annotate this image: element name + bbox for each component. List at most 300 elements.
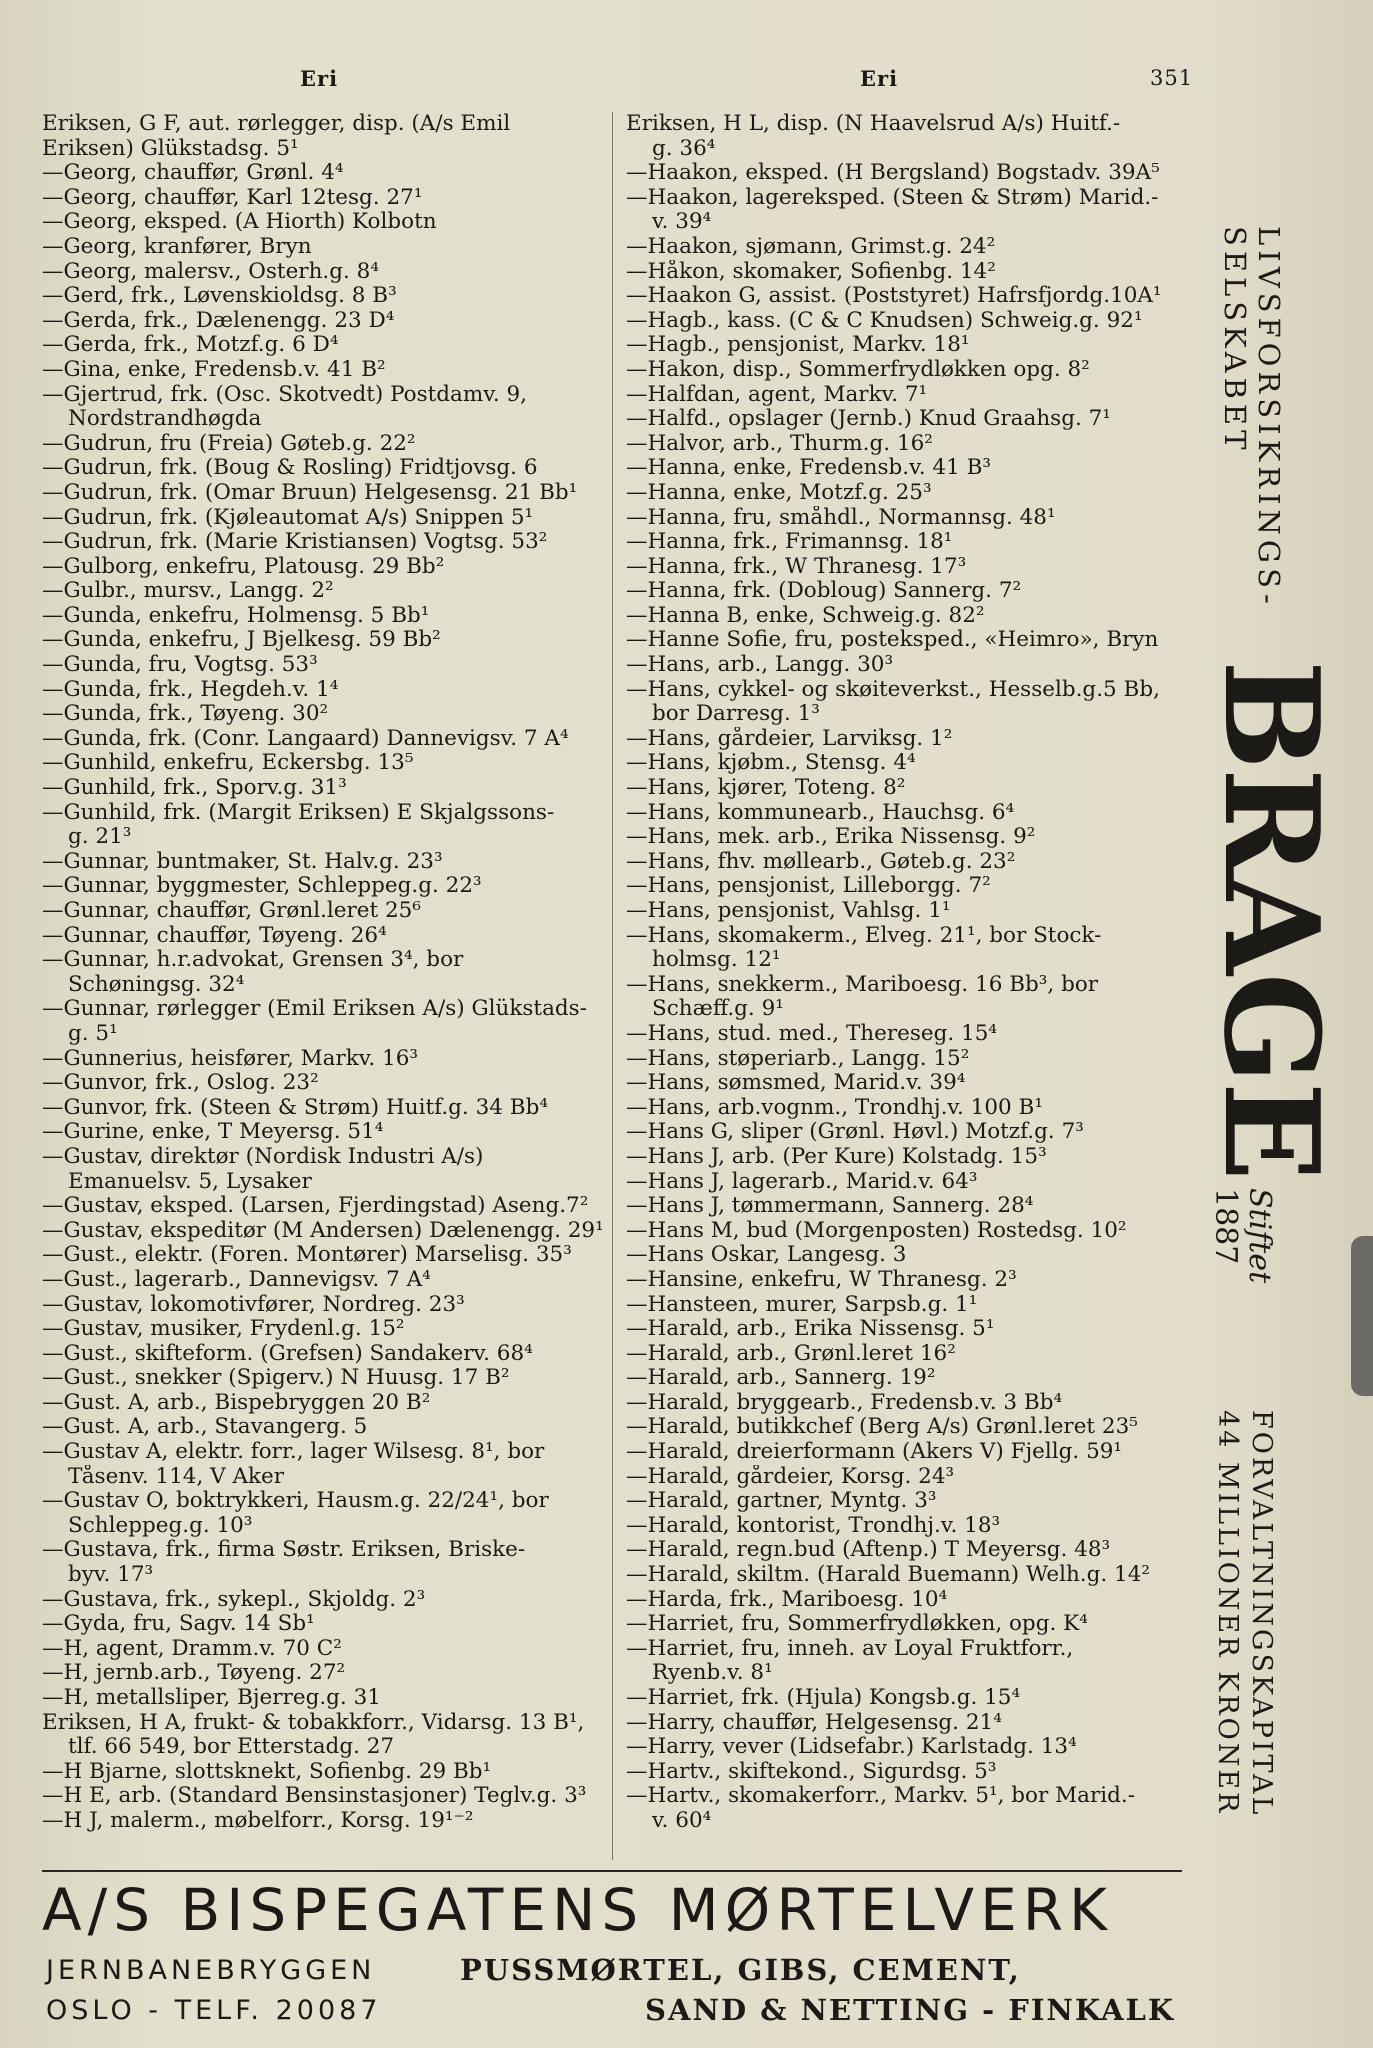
directory-entry-text: —Harald, kontorist, Trondhj.v. 18³: [626, 1513, 1001, 1538]
directory-entry-text: —Hans, støperiarb., Langg. 15²: [626, 1046, 970, 1071]
directory-entry-line: [42, 1514, 614, 1539]
directory-entry-text: —Harry, chauffør, Helgesensg. 21⁴: [626, 1710, 1002, 1735]
directory-entry-text: —Hanna, fru, småhdl., Normannsg. 48¹: [626, 505, 1056, 530]
directory-entry-text: —Hanna, enke, Fredensb.v. 41 B³: [626, 456, 991, 481]
directory-entry-text: —Gustava, frk., firma Søstr. Eriksen, Briske-: [42, 1538, 526, 1563]
directory-entry-line: [42, 481, 614, 506]
directory-entry-line: [42, 973, 614, 998]
directory-entry-line: [42, 850, 614, 875]
directory-entry-line: [626, 1514, 1188, 1539]
directory-entry-line: [626, 1047, 1188, 1072]
directory-entry-line: [42, 1440, 614, 1465]
sidebar-stiftet-label: Stiftet: [1242, 1188, 1277, 1284]
directory-entry-line: [626, 1219, 1188, 1244]
directory-entry-text: —Gunnar, chauffør, Grønl.leret 25⁶: [42, 899, 421, 923]
directory-entry-line: [626, 825, 1188, 850]
directory-entry-text: —Hans M, bud (Morgenposten) Rostedsg. 10²: [626, 1218, 1127, 1243]
directory-entry-line: [42, 1415, 614, 1440]
directory-entry-line: [626, 1022, 1188, 1047]
directory-entry-line: [42, 1022, 614, 1047]
directory-entry-text: —Hanna, frk., W Thranesg. 17³: [626, 554, 967, 579]
directory-entry-text: —H, agent, Dramm.v. 70 C²: [42, 1636, 342, 1661]
directory-entry-text: —Hanna, enke, Motzf.g. 25³: [626, 480, 932, 505]
directory-entry-line: [626, 727, 1188, 752]
directory-entry-text: —Hans Oskar, Langesg. 3: [626, 1243, 907, 1268]
directory-entry-text: holmsg. 12¹: [652, 948, 781, 973]
directory-entry-text: —Gustava, frk., sykepl., Skjoldg. 2³: [42, 1587, 426, 1612]
directory-entry-text: —Hans G, sliper (Grønl. Høvl.) Motzf.g. 7³: [626, 1120, 1084, 1145]
directory-entry-line: [626, 358, 1188, 383]
directory-entry-text: —Gudrun, frk. (Marie Kristiansen) Vogtsg. 53²: [42, 530, 548, 555]
directory-entry-line: [42, 1637, 614, 1662]
directory-entry-line: [626, 604, 1188, 629]
directory-entry-text: —Harald, arb., Grønl.leret 16²: [626, 1341, 956, 1366]
directory-entry-line: [626, 481, 1188, 506]
directory-entry-line: [626, 456, 1188, 481]
directory-entry-text: —Gyda, fru, Sagv. 14 Sb¹: [42, 1612, 315, 1637]
directory-entry-text: —Gerd, frk., Løvenskioldsg. 8 B³: [42, 284, 397, 309]
directory-entry-line: [626, 751, 1188, 776]
directory-entry-line: [626, 407, 1188, 432]
directory-entry-text: bor Darresg. 1³: [652, 702, 820, 727]
directory-entry-text: —Georg, chauffør, Grønl. 4⁴: [42, 161, 344, 186]
directory-entry-line: [42, 1219, 614, 1244]
directory-entry-line: [626, 1415, 1188, 1440]
directory-entry-line: [626, 333, 1188, 358]
directory-entry-line: [626, 210, 1188, 235]
directory-entry-text: —Hans, sømsmed, Marid.v. 39⁴: [626, 1071, 966, 1096]
directory-entry-text: —Gina, enke, Fredensb.v. 41 B²: [42, 357, 386, 382]
directory-entry-text: —Hans J, tømmermann, Sannerg. 28⁴: [626, 1194, 1034, 1219]
directory-entry-text: —Gustav, lokomotivfører, Nordreg. 23³: [42, 1292, 465, 1317]
directory-entry-line: [42, 1735, 614, 1760]
directory-entry-text: —Hans, arb., Langg. 30³: [626, 653, 894, 678]
page-edge-thumb-shadow: [1351, 1236, 1373, 1396]
directory-entry-text: —H J, malerm., møbelforr., Korsg. 19¹⁻²: [42, 1808, 474, 1833]
directory-entry-line: [42, 1366, 614, 1391]
directory-entry-line: [42, 1071, 614, 1096]
directory-entry-text: —Gunhild, enkefru, Eckersbg. 13⁵: [42, 751, 414, 776]
directory-entry-text: —Harriet, frk. (Hjula) Kongsb.g. 15⁴: [626, 1686, 1021, 1710]
directory-entry-text: —Hans, pensjonist, Vahlsg. 1¹: [626, 899, 951, 923]
directory-entry-line: [626, 997, 1188, 1022]
directory-entry-line: [42, 1612, 614, 1637]
sidebar-founded: [1208, 1188, 1276, 1283]
directory-entry-text: —Gunda, frk., Hegdeh.v. 1⁴: [42, 677, 339, 702]
directory-entry-text: —Gunnar, chauffør, Tøyeng. 26⁴: [42, 923, 387, 948]
directory-entry-line: [626, 235, 1188, 260]
directory-entry-text: —Haakon, sjømann, Grimst.g. 24²: [626, 234, 996, 259]
directory-entry-text: Schøningsg. 32⁴: [68, 972, 245, 997]
directory-entry-line: [42, 235, 614, 260]
directory-entry-text: —Hakon, disp., Sommerfrydløkken opg. 8²: [626, 357, 1090, 382]
directory-entry-text: Eriksen, H L, disp. (N Haavelsrud A/s) Huitf.-: [626, 112, 1121, 136]
sidebar-line-1: LIVSFORSIKRINGS-: [1252, 226, 1286, 609]
directory-entry-text: —Gust., skifteform. (Grefsen) Sandakerv. 68⁴: [42, 1341, 533, 1366]
advertisement-products-1: PUSSMØRTEL, GIBS, CEMENT,: [460, 1953, 1021, 1987]
directory-entry-text: —H E, arb. (Standard Bensinstasjoner) Teglv.g. 3³: [42, 1784, 587, 1809]
advertisement-products-2: SAND & NETTING - FINKALK: [645, 1993, 1176, 2027]
directory-entry-line: [42, 702, 614, 727]
directory-entry-line: [626, 1366, 1188, 1391]
directory-entry-text: —Haakon, lagereksped. (Steen & Strøm) Marid.-: [626, 185, 1159, 210]
directory-entry-text: —Harald, dreierformann (Akers V) Fjellg. 59¹: [626, 1440, 1123, 1465]
directory-entry-line: [42, 407, 614, 432]
directory-entry-line: [42, 260, 614, 285]
directory-entry-text: —Harda, frk., Mariboesg. 10⁴: [626, 1587, 948, 1612]
directory-entry-text: —Gustav O, boktrykkeri, Hausm.g. 22/24¹, bor: [42, 1489, 549, 1514]
directory-entry-line: [42, 284, 614, 309]
directory-entry-text: —Gunda, frk. (Conr. Langaard) Dannevigsv. 7 A⁴: [42, 726, 569, 751]
directory-entry-line: [42, 432, 614, 457]
directory-entry-line: [42, 579, 614, 604]
directory-entry-text: —Halvor, arb., Thurm.g. 16²: [626, 431, 933, 456]
directory-entry-line: [42, 1268, 614, 1293]
directory-entry-line: [626, 112, 1188, 137]
directory-entry-text: —Georg, kranfører, Bryn: [42, 234, 312, 259]
directory-entry-text: —Gunda, enkefru, Holmensg. 5 Bb¹: [42, 603, 430, 628]
directory-entry-text: —Gunvor, frk., Oslog. 23²: [42, 1071, 319, 1096]
directory-entry-text: —Hansteen, murer, Sarpsb.g. 1¹: [626, 1292, 978, 1317]
directory-entry-line: [626, 899, 1188, 924]
sidebar-insurance-name: [1218, 226, 1286, 609]
directory-entry-line: [626, 850, 1188, 875]
directory-entry-text: —Georg, eksped. (A Hiorth) Kolbotn: [42, 210, 437, 235]
directory-entry-line: [626, 432, 1188, 457]
directory-entry-line: [626, 284, 1188, 309]
directory-entry-line: [626, 260, 1188, 285]
directory-entry-line: [42, 997, 614, 1022]
directory-entry-line: [42, 506, 614, 531]
header-center-guide-word: Eri: [860, 66, 899, 91]
directory-entry-text: —H Bjarne, slottsknekt, Sofienbg. 29 Bb¹: [42, 1759, 492, 1784]
directory-entry-text: —Hanna, frk. (Dobloug) Sannerg. 7²: [626, 579, 1022, 604]
directory-entry-text: —Gustav, eksped. (Larsen, Fjerdingstad) Aseng.7²: [42, 1194, 589, 1219]
directory-entry-text: Ryenb.v. 8¹: [652, 1661, 773, 1686]
directory-entry-line: [626, 1268, 1188, 1293]
advertisement-address-2: OSLO - TELF. 20087: [46, 1995, 382, 2026]
directory-entry-text: —Hans, skomakerm., Elveg. 21¹, bor Stock-: [626, 923, 1102, 948]
directory-entry-line: [626, 1661, 1188, 1686]
directory-entry-line: [626, 1686, 1188, 1711]
directory-entry-line: [42, 1465, 614, 1490]
directory-entry-line: [626, 555, 1188, 580]
directory-entry-line: [626, 1440, 1188, 1465]
directory-entry-text: —Gunda, fru, Vogtsg. 53³: [42, 653, 318, 678]
directory-entry-text: —Hans, pensjonist, Lilleborgg. 7²: [626, 874, 991, 899]
directory-entry-line: [626, 776, 1188, 801]
directory-entry-text: v. 39⁴: [652, 210, 712, 235]
directory-entry-text: —Gjertrud, frk. (Osc. Skotvedt) Postdamv. 9,: [42, 382, 528, 407]
advertisement-title: A/S BISPEGATENS MØRTELVERK: [42, 1876, 1114, 1944]
directory-entry-text: —Hanna, frk., Frimannsg. 18¹: [626, 530, 953, 555]
directory-entry-line: [42, 1760, 614, 1785]
page-number: 351: [1150, 66, 1194, 90]
directory-entry-text: —Hanna B, enke, Schweig.g. 82²: [626, 603, 985, 628]
directory-entry-text: —Gunnar, rørlegger (Emil Eriksen A/s) Glükstads-: [42, 997, 587, 1022]
directory-entry-text: —Harald, arb., Erika Nissensg. 5¹: [626, 1317, 995, 1342]
advertisement-top-rule: [42, 1870, 1182, 1872]
directory-entry-text: —Gunnar, buntmaker, St. Halv.g. 23³: [42, 849, 443, 874]
sidebar-capital-line-1: FORVALTNINGSKAPITAL: [1246, 1410, 1277, 1818]
directory-entry-line: [626, 801, 1188, 826]
directory-entry-line: [42, 628, 614, 653]
directory-entry-line: [626, 137, 1188, 162]
directory-entry-line: [42, 1120, 614, 1145]
directory-entry-text: Eriksen, G F, aut. rørlegger, disp. (A/s Emil: [42, 112, 511, 136]
directory-entry-line: [626, 1465, 1188, 1490]
directory-entry-text: —Gunda, frk., Tøyeng. 30²: [42, 702, 329, 727]
directory-entry-text: —Gudrun, fru (Freia) Gøteb.g. 22²: [42, 431, 416, 456]
directory-entry-text: —Hans J, lagerarb., Marid.v. 64³: [626, 1169, 978, 1194]
directory-entry-line: [42, 801, 614, 826]
directory-entry-line: [626, 530, 1188, 555]
directory-entry-text: v. 60⁴: [652, 1808, 712, 1833]
directory-entry-line: [626, 1317, 1188, 1342]
directory-entry-text: —Hans, kommunearb., Hauchsg. 6⁴: [626, 800, 1015, 825]
directory-entry-line: [626, 1489, 1188, 1514]
directory-entry-line: [42, 1096, 614, 1121]
directory-entry-text: —Gustav A, elektr. forr., lager Wilsesg. 8¹, bor: [42, 1440, 545, 1465]
directory-entry-line: [626, 1538, 1188, 1563]
directory-entry-line: [42, 1686, 614, 1711]
directory-entry-text: —Gust. A, arb., Bispebryggen 20 B²: [42, 1390, 431, 1415]
directory-entry-text: —H, metallsliper, Bjerreg.g. 31: [42, 1686, 381, 1710]
directory-entry-text: —Gust. A, arb., Stavangerg. 5: [42, 1415, 368, 1440]
directory-entry-text: Schæff.g. 9¹: [652, 997, 784, 1022]
directory-entry-text: —Gustav, direktør (Nordisk Industri A/s): [42, 1144, 484, 1169]
directory-entry-line: [42, 1711, 614, 1736]
directory-entry-text: g. 21³: [68, 825, 132, 850]
directory-entry-line: [626, 309, 1188, 334]
directory-entry-line: [626, 1760, 1188, 1785]
directory-entry-line: [42, 1489, 614, 1514]
directory-entry-text: —Hanne Sofie, fru, posteksped., «Heimro», Bryn: [626, 628, 1159, 653]
directory-entry-line: [42, 1588, 614, 1613]
directory-entry-text: —Hagb., pensjonist, Markv. 18¹: [626, 333, 970, 358]
directory-entry-line: [626, 973, 1188, 998]
directory-entry-text: —Gustav, musiker, Frydenl.g. 15²: [42, 1317, 405, 1342]
directory-entry-line: [42, 1563, 614, 1588]
directory-entry-text: —Gust., snekker (Spigerv.) N Huusg. 17 B²: [42, 1366, 510, 1391]
directory-entry-line: [626, 1170, 1188, 1195]
directory-entry-text: —Gust., lagerarb., Dannevigsv. 7 A⁴: [42, 1267, 431, 1292]
directory-entry-text: —Gunnerius, heisfører, Markv. 16³: [42, 1046, 418, 1071]
directory-entry-line: [626, 874, 1188, 899]
directory-entry-text: —Hans, cykkel- og skøiteverkst., Hesselb.g.5 Bb,: [626, 677, 1160, 702]
directory-entry-line: [626, 506, 1188, 531]
directory-entry-line: [626, 1293, 1188, 1318]
directory-entry-line: [42, 1317, 614, 1342]
directory-entry-line: [42, 210, 614, 235]
directory-entry-line: [42, 1538, 614, 1563]
directory-entry-line: [42, 1243, 614, 1268]
directory-entry-line: [626, 1784, 1188, 1809]
directory-entry-line: [626, 1612, 1188, 1637]
left-column: [42, 112, 614, 1834]
directory-entry-text: —Håkon, skomaker, Sofienbg. 14²: [626, 259, 996, 284]
directory-entry-line: [42, 776, 614, 801]
directory-entry-line: [626, 948, 1188, 973]
directory-entry-line: [626, 1588, 1188, 1613]
directory-entry-line: [42, 874, 614, 899]
directory-entry-text: —Gerda, frk., Dælenengg. 23 D⁴: [42, 308, 395, 333]
directory-entry-text: —Gudrun, frk. (Omar Bruun) Helgesensg. 21 Bb¹: [42, 480, 578, 505]
directory-entry-line: [42, 751, 614, 776]
advertisement-address-1: JERNBANEBRYGGEN: [46, 1955, 376, 1986]
directory-entry-line: [42, 653, 614, 678]
directory-entry-text: —Hans, mek. arb., Erika Nissensg. 9²: [626, 825, 1036, 850]
directory-entry-line: [626, 1809, 1188, 1834]
directory-entry-line: [42, 899, 614, 924]
directory-entry-text: —Gunhild, frk. (Margit Eriksen) E Skjalgssons-: [42, 800, 555, 825]
directory-entry-line: [626, 924, 1188, 949]
directory-entry-text: —Harald, bryggearb., Fredensb.v. 3 Bb⁴: [626, 1390, 1063, 1415]
directory-entry-text: —Harald, butikkchef (Berg A/s) Grønl.leret 23⁵: [626, 1415, 1138, 1440]
directory-entry-line: [42, 186, 614, 211]
directory-entry-text: tlf. 66 549, bor Etterstadg. 27: [68, 1735, 395, 1760]
directory-entry-line: [42, 727, 614, 752]
directory-entry-text: —Hans, snekkerm., Mariboesg. 16 Bb³, bor: [626, 972, 1099, 997]
directory-entry-line: [42, 604, 614, 629]
sidebar-capital-line-2: 44 MILLIONER KRONER: [1212, 1410, 1243, 1816]
sidebar-brand: BRAGE: [1195, 660, 1348, 1179]
directory-entry-text: —Hans, gårdeier, Larviksg. 1²: [626, 726, 953, 751]
directory-entry-text: —Gerda, frk., Motzf.g. 6 D⁴: [42, 333, 339, 358]
directory-entry-text: —Gunvor, frk. (Steen & Strøm) Huitf.g. 34 Bb⁴: [42, 1095, 548, 1120]
directory-entry-line: [626, 702, 1188, 727]
directory-entry-text: byv. 17³: [68, 1563, 154, 1588]
directory-entry-line: [626, 1096, 1188, 1121]
directory-entry-line: [42, 530, 614, 555]
directory-entry-text: —Gudrun, frk. (Kjøleautomat A/s) Snippen 5¹: [42, 505, 534, 530]
directory-entry-text: —Harry, vever (Lidsefabr.) Karlstadg. 13⁴: [626, 1735, 1077, 1760]
directory-entry-line: [42, 1194, 614, 1219]
directory-entry-text: —Hartv., skomakerforr., Markv. 5¹, bor Marid.-: [626, 1784, 1135, 1809]
directory-entry-line: [626, 653, 1188, 678]
directory-entry-line: [42, 309, 614, 334]
directory-entry-line: [626, 628, 1188, 653]
directory-entry-line: [42, 1661, 614, 1686]
sidebar-founded-year: 1887: [1208, 1188, 1243, 1265]
directory-entry-line: [626, 1735, 1188, 1760]
directory-entry-text: —Haakon, eksped. (H Bergsland) Bogstadv. 39A⁵: [626, 161, 1160, 186]
directory-entry-text: —Harald, gårdeier, Korsg. 24³: [626, 1464, 955, 1489]
directory-entry-line: [42, 1170, 614, 1195]
directory-entry-line: [42, 924, 614, 949]
directory-entry-line: [626, 161, 1188, 186]
directory-entry-line: [626, 1243, 1188, 1268]
directory-entry-line: [42, 358, 614, 383]
sidebar-capital: [1210, 1410, 1278, 1818]
directory-entry-text: Eriksen, H A, frukt- & tobakkforr., Vidarsg. 13 B¹,: [42, 1710, 585, 1735]
directory-entry-text: —Halfd., opslager (Jernb.) Knud Graahsg. 7¹: [626, 407, 1111, 432]
directory-entry-text: —Hansine, enkefru, W Thranesg. 2³: [626, 1267, 1017, 1292]
directory-entry-line: [42, 456, 614, 481]
sidebar-line-2: SELSKABET: [1218, 226, 1252, 455]
directory-entry-text: —Gudrun, frk. (Boug & Rosling) Fridtjovsg. 6: [42, 456, 538, 481]
directory-entry-text: Nordstrandhøgda: [68, 407, 262, 432]
directory-entry-line: [42, 678, 614, 703]
directory-entry-text: —Hans, arb.vognm., Trondhj.v. 100 B¹: [626, 1095, 1043, 1120]
header-left-guide-word: Eri: [300, 66, 339, 91]
directory-entry-text: g. 36⁴: [652, 136, 716, 161]
directory-entry-line: [42, 1784, 614, 1809]
directory-entry-line: [42, 1809, 614, 1834]
directory-entry-text: —Harald, regn.bud (Aftenp.) T Meyersg. 48³: [626, 1538, 1111, 1563]
directory-entry-text: —Harald, arb., Sannerg. 19²: [626, 1366, 936, 1391]
directory-entry-line: [42, 161, 614, 186]
directory-entry-line: [42, 948, 614, 973]
directory-entry-line: [626, 579, 1188, 604]
directory-entry-text: g. 5¹: [68, 1021, 118, 1046]
directory-entry-line: [42, 383, 614, 408]
directory-entry-text: —Gunda, enkefru, J Bjelkesg. 59 Bb²: [42, 628, 441, 653]
directory-entry-text: Emanuelsv. 5, Lysaker: [68, 1169, 312, 1194]
directory-entry-text: —Hans, kjører, Toteng. 8²: [626, 776, 906, 801]
directory-entry-text: —Gunnar, h.r.advokat, Grensen 3⁴, bor: [42, 948, 464, 973]
directory-entry-text: —Gustav, ekspeditør (M Andersen) Dælenengg. 29¹: [42, 1218, 604, 1243]
directory-entry-line: [626, 1194, 1188, 1219]
directory-entry-line: [42, 1047, 614, 1072]
directory-entry-text: —Gust., elektr. (Foren. Montører) Marselisg. 35³: [42, 1243, 572, 1268]
directory-entry-line: [42, 1342, 614, 1367]
directory-entry-text: —Halfdan, agent, Markv. 7¹: [626, 382, 928, 407]
directory-entry-text: —Harald, gartner, Myntg. 3³: [626, 1489, 937, 1514]
directory-entry-text: —Hagb., kass. (C & C Knudsen) Schweig.g. 92¹: [626, 308, 1143, 333]
directory-entry-text: —Hans, kjøbm., Stensg. 4⁴: [626, 751, 916, 776]
directory-entry-text: —Gurine, enke, T Meyersg. 51⁴: [42, 1120, 384, 1145]
directory-entry-line: [626, 1563, 1188, 1588]
directory-entry-text: —Hartv., skiftekond., Sigurdsg. 5³: [626, 1759, 997, 1784]
directory-entry-line: [42, 1145, 614, 1170]
directory-entry-line: [42, 112, 614, 137]
directory-entry-line: [42, 1391, 614, 1416]
right-column: [626, 112, 1188, 1834]
directory-entry-text: —Gulbr., mursv., Langg. 2²: [42, 579, 334, 604]
directory-entry-line: [626, 383, 1188, 408]
directory-entry-line: [42, 137, 614, 162]
directory-entry-line: [626, 186, 1188, 211]
directory-entry-line: [626, 1071, 1188, 1096]
directory-entry-text: —Gulborg, enkefru, Platousg. 29 Bb²: [42, 554, 445, 579]
directory-entry-text: Schleppeg.g. 10³: [68, 1513, 253, 1538]
directory-entry-line: [42, 825, 614, 850]
directory-entry-text: —Harriet, fru, inneh. av Loyal Fruktforr.,: [626, 1636, 1074, 1661]
directory-entry-text: —Harriet, fru, Sommerfrydløkken, opg. K⁴: [626, 1612, 1088, 1637]
directory-entry-line: [42, 1293, 614, 1318]
directory-entry-line: [626, 1145, 1188, 1170]
directory-entry-text: —Harald, skiltm. (Harald Buemann) Welh.g. 14²: [626, 1563, 1151, 1588]
directory-entry-line: [626, 1711, 1188, 1736]
directory-entry-line: [626, 1637, 1188, 1662]
directory-entry-line: [626, 678, 1188, 703]
directory-entry-text: —Haakon G, assist. (Poststyret) Hafrsfjordg.10A¹: [626, 284, 1162, 309]
directory-entry-text: —Hans J, arb. (Per Kure) Kolstadg. 15³: [626, 1144, 1047, 1169]
directory-entry-text: Tåsenv. 114, V Aker: [68, 1464, 285, 1489]
directory-entry-line: [42, 333, 614, 358]
directory-entry-text: —Gunhild, frk., Sporv.g. 31³: [42, 776, 347, 801]
directory-entry-line: [626, 1391, 1188, 1416]
directory-entry-text: —Georg, chauffør, Karl 12tesg. 27¹: [42, 185, 423, 210]
directory-entry-text: —H, jernb.arb., Tøyeng. 27²: [42, 1661, 346, 1686]
column-divider: [612, 112, 613, 1860]
directory-entry-line: [626, 1342, 1188, 1367]
directory-entry-text: —Hans, stud. med., Thereseg. 15⁴: [626, 1021, 998, 1046]
directory-entry-text: —Georg, malersv., Osterh.g. 8⁴: [42, 259, 379, 284]
directory-entry-line: [626, 1120, 1188, 1145]
directory-entry-text: —Hans, fhv. møllearb., Gøteb.g. 23²: [626, 849, 1016, 874]
